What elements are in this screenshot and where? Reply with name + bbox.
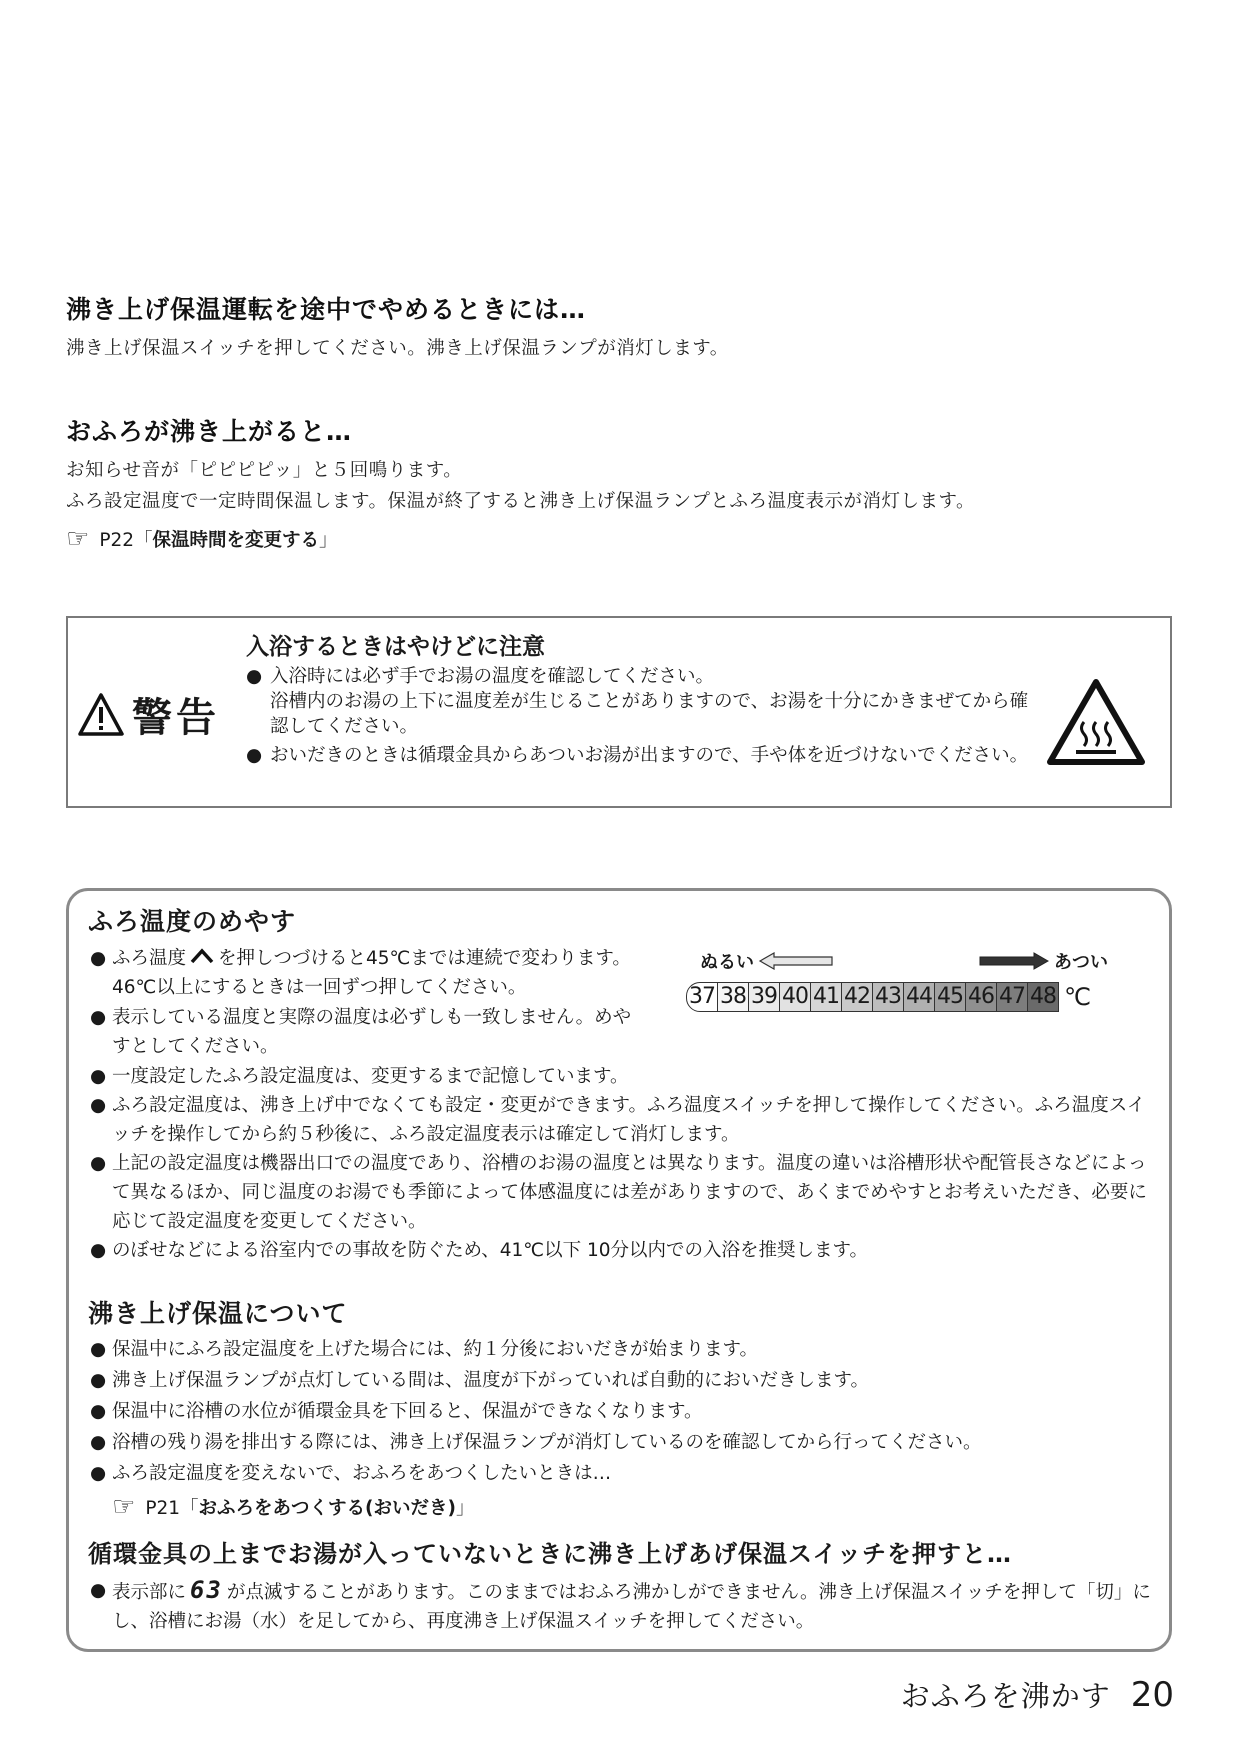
temperature-cell: 43: [872, 982, 904, 1012]
reference-title: おふろをあつくする(おいだき): [198, 1498, 456, 1519]
temperature-cell: 48: [1027, 982, 1059, 1012]
bullet: ●: [246, 666, 263, 687]
keep-warm-list: [90, 1334, 1156, 1489]
guide-item-text: 表示している温度と実際の温度は必ずしも一致しません。めやすとしてください。: [112, 1007, 632, 1057]
warning-item-text: おいだきのときは循環金具からあついお湯が出ますので、手や体を近づけないでください。: [270, 745, 1029, 766]
temperature-scale: [686, 982, 1091, 1012]
list-item: ● 一度設定したふろ設定温度は、変更するまで記憶しています。: [90, 1066, 629, 1087]
hot-label: あつい: [1054, 952, 1108, 973]
hot-surface-icon: [1046, 678, 1146, 766]
temperature-cell: 42: [841, 982, 873, 1012]
degree-unit: ℃: [1064, 983, 1091, 1011]
page-number: 20: [1130, 1675, 1174, 1715]
warning-triangle-icon: [78, 692, 124, 738]
left-arrow-icon: [758, 952, 834, 970]
temperature-cells: [686, 982, 1058, 1012]
list-item: ● ふろ設定温度は、沸き上げ中でなくても設定・変更ができます。ふろ温度スイッチを押して操作してください。ふろ温度スイッチを操作してから約５秒後に、ふろ設定温度表示は確定して消灯します。: [90, 1095, 1146, 1145]
pointing-hand-icon: ☞: [112, 1492, 136, 1522]
list-item: ● 保温中に浴槽の水位が循環金具を下回ると、保温ができなくなります。: [90, 1401, 703, 1422]
temperature-cell: 37: [686, 982, 718, 1012]
list-item: ● 保温中にふろ設定温度を上げた場合には、約１分後においだきが始まります。: [90, 1339, 759, 1360]
temperature-cell: 41: [810, 982, 842, 1012]
keep-warm-reference[interactable]: [112, 1494, 474, 1520]
boil-section-reference[interactable]: [66, 526, 338, 552]
error-code-display: 63: [190, 1576, 223, 1604]
warning-item-1: [246, 664, 1036, 739]
temperature-cell: 44: [903, 982, 935, 1012]
reference-close: 」: [319, 530, 338, 551]
cool-label: ぬるい: [700, 952, 754, 973]
reference-close: 」: [455, 1498, 475, 1519]
bullet: ●: [90, 948, 107, 969]
list-item: ● のぼせなどによる浴室内での事故を防ぐため、41℃以下 10分以内での入浴を推奨します。: [90, 1240, 869, 1261]
bullet: ●: [90, 1007, 107, 1028]
no-water-text: 表示部に: [112, 1582, 187, 1603]
temperature-cell: 38: [717, 982, 749, 1012]
footer-chapter-label: おふろを沸かす: [900, 1679, 1111, 1713]
cool-indicator: [700, 948, 834, 974]
list-item: ● 上記の設定温度は機器出口での温度であり、浴槽のお湯の温度とは異なります。温度の違いは浴槽形状や配管長さなどによって異なるほか、同じ温度のお湯でも季節によって体感温度には差がありますので、あくまでめやすとお考えいただき、必要に応じて設定温度を変更してください。: [90, 1153, 1147, 1232]
reference-page: P21「: [145, 1498, 199, 1519]
reference-page: P22「: [99, 530, 153, 551]
no-water-text: が点滅することがあります。このままではおふろ沸かしができません。沸き上げ保温スイッチを押して「切」にし、浴槽にお湯（水）を足してから、再度沸き上げ保温スイッチを押してください。: [112, 1582, 1151, 1632]
warning-label: [78, 686, 220, 743]
warning-title: 入浴するときはやけどに注意: [246, 634, 545, 660]
reference-title: 保温時間を変更する: [152, 530, 320, 551]
guide-item-text: ふろ温度: [112, 948, 187, 969]
no-water-item: [90, 1576, 1156, 1636]
list-item: ● 沸き上げ保温ランプが点灯している間は、温度が下がっていれば自動的においだきします。: [90, 1370, 870, 1391]
no-water-title: 循環金具の上までお湯が入っていないときに沸き上げあげ保温スイッチを押すと…: [88, 1540, 1013, 1568]
warning-item-text: 入浴時には必ず手でお湯の温度を確認してください。 浴槽内のお湯の上下に温度差が生じることがありますので、お湯を十分にかきまぜてから確認してください。: [270, 666, 1029, 737]
list-item: ● ふろ設定温度を変えないで、おふろをあつくしたいときは…: [90, 1463, 612, 1484]
list-item: ● 浴槽の残り湯を排出する際には、沸き上げ保温ランプが消灯しているのを確認してから行ってください。: [90, 1432, 982, 1453]
right-arrow-icon: [978, 952, 1050, 970]
temperature-cell: 40: [779, 982, 811, 1012]
temperature-cell: 45: [934, 982, 966, 1012]
boil-section-title: おふろが沸き上がると…: [66, 417, 353, 446]
guide-list-full: [90, 1062, 1156, 1265]
bullet: ●: [246, 745, 263, 766]
stop-section-body: 沸き上げ保温スイッチを押してください。沸き上げ保温ランプが消灯します。: [66, 338, 729, 359]
guide-title: ふろ温度のめやす: [88, 907, 297, 936]
guide-item-2: [90, 1003, 646, 1061]
boil-section-line2: ふろ設定温度で一定時間保温します。保温が終了すると沸き上げ保温ランプとふろ温度表示が消灯します。: [66, 491, 976, 512]
warning-item-2: [246, 743, 1036, 768]
hot-indicator: [978, 948, 1108, 974]
temperature-cell: 47: [996, 982, 1028, 1012]
guide-item-1: [90, 944, 646, 1002]
temperature-cell: 46: [965, 982, 997, 1012]
stop-section-title: 沸き上げ保温運転を途中でやめるときには…: [66, 295, 587, 324]
page-footer: [901, 1674, 1174, 1715]
up-arrow-icon: [190, 944, 214, 973]
temperature-cell: 39: [748, 982, 780, 1012]
pointing-hand-icon: ☞: [66, 524, 90, 554]
boil-section-line1: お知らせ音が「ピピピピッ」と５回鳴ります。: [66, 460, 463, 481]
guide-item-text: を押しつづけると45℃までは連続で変わります。46℃以上にするときは一回ずつ押してください。: [112, 948, 631, 998]
bullet: ●: [90, 1580, 107, 1601]
warning-label-text: 警告: [132, 695, 220, 741]
keep-warm-title: 沸き上げ保温について: [88, 1299, 348, 1328]
